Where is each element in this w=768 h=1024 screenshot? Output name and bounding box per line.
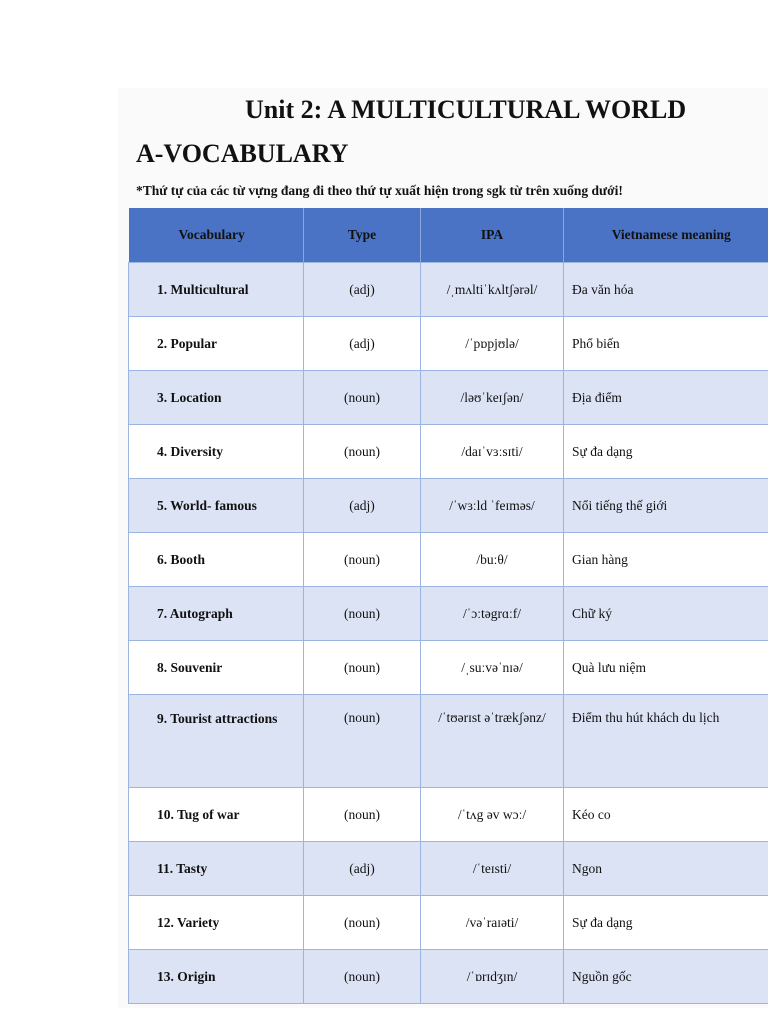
vocab-word: 7. Autograph [129, 587, 304, 641]
table-row [129, 842, 768, 896]
table-row [129, 950, 768, 1004]
vocab-ipa: /ˈwɜːld ˈfeɪməs/ [421, 479, 564, 533]
vocab-ipa: /vəˈraɪəti/ [421, 896, 564, 950]
vocab-meaning: Phổ biến [564, 317, 768, 371]
vocab-type: (noun) [304, 425, 421, 479]
vocab-word: 10. Tug of war [129, 788, 304, 842]
header-ipa: IPA [421, 208, 564, 263]
table-row [129, 425, 768, 479]
vocab-word: 6. Booth [129, 533, 304, 587]
vocab-ipa: /ˈɔːtəgrɑːf/ [421, 587, 564, 641]
vocab-type: (noun) [304, 788, 421, 842]
vocab-word: 3. Location [129, 371, 304, 425]
header-vocabulary: Vocabulary [129, 208, 304, 263]
vocab-ipa: /ˌmʌltiˈkʌltʃərəl/ [421, 263, 564, 317]
vocab-word: 12. Variety [129, 896, 304, 950]
table-row [129, 479, 768, 533]
vocabulary-table [128, 208, 768, 1004]
vocab-meaning: Chữ ký [564, 587, 768, 641]
vocab-ipa: /ˈteɪsti/ [421, 842, 564, 896]
vocab-meaning: Sự đa dạng [564, 896, 768, 950]
vocab-word: 11. Tasty [129, 842, 304, 896]
vocab-ipa: /daɪˈvɜːsɪti/ [421, 425, 564, 479]
table-row [129, 641, 768, 695]
vocab-ipa: /ləʊˈkeɪʃən/ [421, 371, 564, 425]
vocab-meaning: Gian hàng [564, 533, 768, 587]
unit-title: Unit 2: A MULTICULTURAL WORLD [245, 95, 687, 124]
vocab-type: (adj) [304, 842, 421, 896]
vocab-word: 2. Popular [129, 317, 304, 371]
vocab-meaning: Sự đa dạng [564, 425, 768, 479]
vocab-ipa: /buːθ/ [421, 533, 564, 587]
vocab-type: (noun) [304, 695, 421, 788]
vocab-type: (adj) [304, 317, 421, 371]
header-type: Type [304, 208, 421, 263]
vocab-ipa: /ˌsuːvəˈnɪə/ [421, 641, 564, 695]
vocab-word: 5. World- famous [129, 479, 304, 533]
vocab-type: (noun) [304, 371, 421, 425]
vocab-word: 9. Tourist attractions [129, 695, 304, 788]
vocab-type: (noun) [304, 533, 421, 587]
vocab-type: (noun) [304, 950, 421, 1004]
table-row [129, 371, 768, 425]
vocab-word: 1. Multicultural [129, 263, 304, 317]
vocab-type: (noun) [304, 587, 421, 641]
vocab-type: (noun) [304, 896, 421, 950]
vocab-meaning: Kéo co [564, 788, 768, 842]
vocab-meaning: Nổi tiếng thế giới [564, 479, 768, 533]
table-row [129, 788, 768, 842]
ordering-note: *Thứ tự của các từ vựng đang đi theo thứ tự xuất hiện trong sgk từ trên xuống dưới! [136, 183, 623, 198]
vocab-type: (noun) [304, 641, 421, 695]
table-header-row [129, 208, 768, 263]
table-row [129, 695, 768, 788]
vocab-word: 8. Souvenir [129, 641, 304, 695]
vocab-type: (adj) [304, 479, 421, 533]
vocab-word: 4. Diversity [129, 425, 304, 479]
table-row [129, 533, 768, 587]
vocab-ipa: /ˈtʊərɪst əˈtrækʃənz/ [421, 695, 564, 788]
vocab-meaning: Địa điểm [564, 371, 768, 425]
table-row [129, 317, 768, 371]
vocab-meaning: Ngon [564, 842, 768, 896]
section-heading: A-VOCABULARY [136, 139, 349, 168]
table-row [129, 587, 768, 641]
vocab-ipa: /ˈpɒpjʊlə/ [421, 317, 564, 371]
vocab-ipa: /ˈɒrɪdʒɪn/ [421, 950, 564, 1004]
vocab-meaning: Điểm thu hút khách du lịch [564, 695, 768, 788]
table-row [129, 263, 768, 317]
vocab-type: (adj) [304, 263, 421, 317]
vocab-meaning: Quà lưu niệm [564, 641, 768, 695]
vocab-meaning: Nguồn gốc [564, 950, 768, 1004]
vocab-word: 13. Origin [129, 950, 304, 1004]
vocab-meaning: Đa văn hóa [564, 263, 768, 317]
vocab-ipa: /ˈtʌg əv wɔː/ [421, 788, 564, 842]
header-vietnamese-meaning: Vietnamese meaning [564, 208, 768, 263]
table-row [129, 896, 768, 950]
